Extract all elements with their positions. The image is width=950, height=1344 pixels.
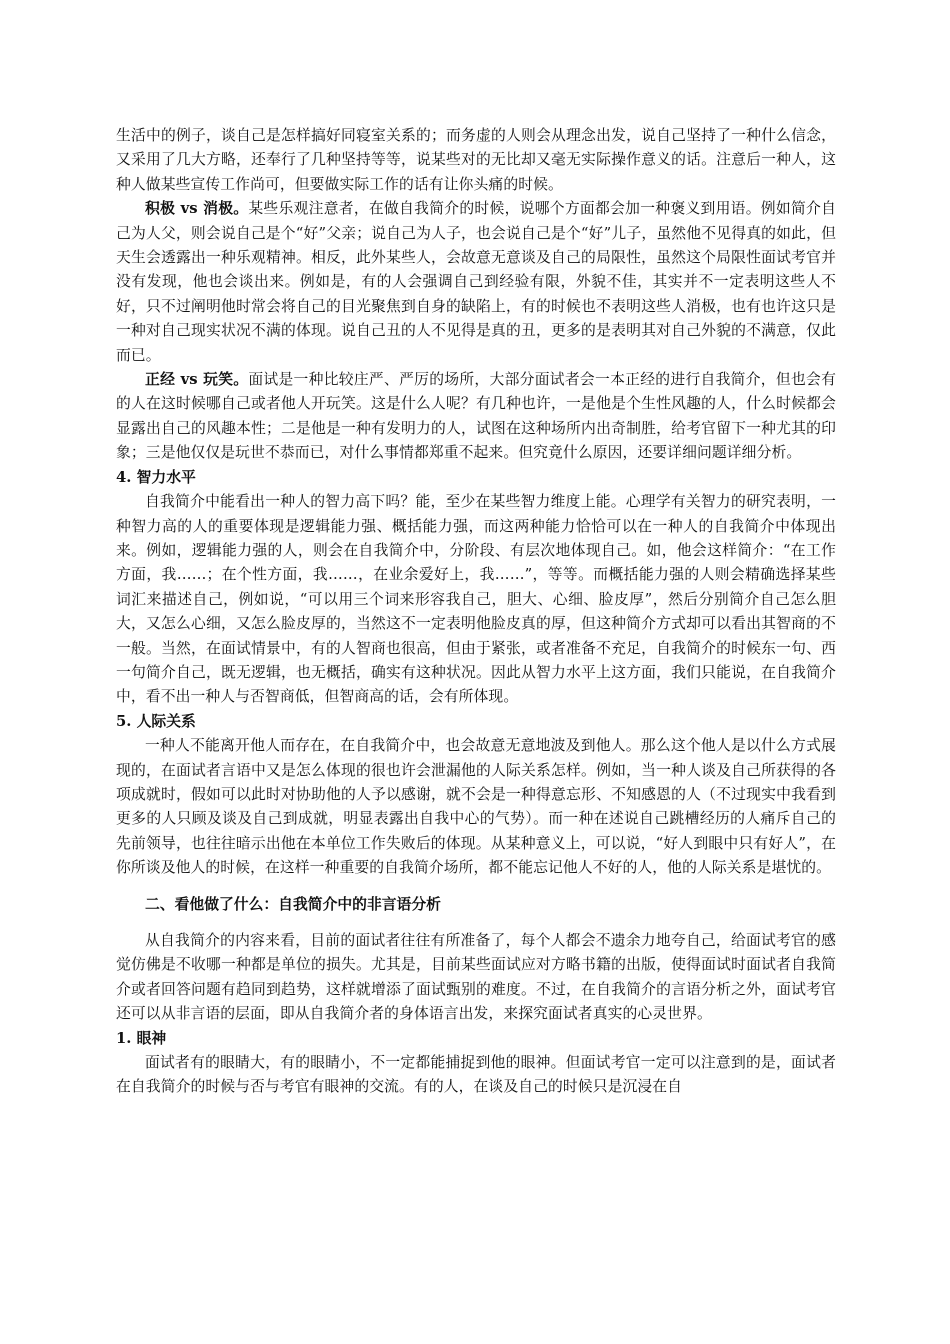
document-page (116, 124, 836, 1100)
paragraph-body-positive-negative: 某些乐观注意者，在做自我简介的时候，说哪个方面都会加一种褒义到用语。例如简介自己为人父，则会说自己是个“好”父亲；说自己为人子，也会说自己是个“好”儿子，虽然他不见得真的如此，但天生会透露出一种乐观精神。相反，此外某些人，会故意无意谈及自己的局限性，虽然这个局限性面试考官并没有发现，他也会谈出来。例如是，有的人会强调自己到经验有限，外貌不佳，其实并不一定表明这些人不好，只不过阐明他时常会将自己的目光聚焦到自身的缺陷上，有的时候也不表明这些人消极，也有也许这只是一种对自己现实状况不满的体现。说自己丑的人不见得是真的丑，更多的是表明其对自己外貌的不满意，仅此而已。 (116, 200, 836, 364)
paragraph-lead-serious-joking: 正经 vs 玩笑。 (145, 371, 249, 389)
paragraph-interpersonal-relations: 一种人不能离开他人而存在，在自我简介中，也会故意无意地波及到他人。那么这个他人是以什么方式展现的，在面试者言语中又是怎么体现的很也许会泄漏他的人际关系怎样。例如，当一种人谈及自己所获得的各项成就时，假如可以此时对协助他的人予以感谢，就不会是一种得意忘形、不知感恩的人（不过现实中我看到更多的人只顾及谈及自己到成就，明显表露出自我中心的气势）。而一种在述说自己跳槽经历的人痛斥自己的先前领导，也往往暗示出他在本单位工作失败后的体现。从某种意义上，可以说，“好人到眼中只有好人”，在你所谈及他人的时候，在这样一种重要的自我简介场所，都不能忘记他人不好的人，他的人际关系是堪忧的。 (116, 737, 836, 877)
paragraph-eye-contact: 面试者有的眼睛大，有的眼睛小，不一定都能捕捉到他的眼神。但面试考官一定可以注意到的是，面试者在自我简介的时候与否与考官有眼神的交流。有的人，在谈及自己的时候只是沉浸在自 (116, 1054, 836, 1096)
paragraph-lead-positive-negative: 积极 vs 消极。 (145, 200, 249, 218)
paragraph-practical-vs-abstract: 生活中的例子，谈自己是怎样搞好同寝室关系的；而务虚的人则会从理念出发，说自己坚持了一种什么信念，又采用了几大方略，还奉行了几种坚持等等，说某些对的无比却又毫无实际操作意义的话。注意后一种人，这种人做某些宣传工作尚可，但要做实际工作的话有让你头痛的时候。 (116, 127, 836, 193)
paragraph-serious-vs-joking (116, 368, 836, 466)
paragraph-nonverbal-intro: 从自我简介的内容来看，目前的面试者往往有所准备了，每个人都会不遗余力地夸自己，给面试考官的感觉仿佛是不收哪一种都是单位的损失。尤其是，目前某些面试应对方略书籍的出版，使得面试时面试者自我简介或者回答问题有趋同到趋势，这样就增添了面试甄别的难度。不过，在自我简介的言语分析之外，面试考官还可以从非言语的层面，即从自我简介者的身体语言出发，来探究面试者真实的心灵世界。 (116, 932, 836, 1023)
heading-intelligence-level: 4. 智力水平 (116, 468, 196, 486)
heading-interpersonal-relations: 5. 人际关系 (116, 712, 196, 730)
paragraph-body-serious-joking: 面试是一种比较庄严、严厉的场所，大部分面试者会一本正经的进行自我简介，但也会有的人在这时候哪自己或者他人开玩笑。这是什么人呢？有几种也许，一是他是个生性风趣的人，什么时候都会显露出自己的风趣本性；二是他是一种有发明力的人，试图在这种场所内出奇制胜，给考官留下一种尤其的印象；三是他仅仅是玩世不恭而已，对什么事情都郑重不起来。但究竟什么原因，还要详细问题详细分析。 (116, 371, 836, 462)
heading-eye-contact: 1. 眼神 (116, 1029, 167, 1047)
paragraph-intelligence-level: 自我简介中能看出一种人的智力高下吗？能，至少在某些智力维度上能。心理学有关智力的研究表明，一种智力高的人的重要体现是逻辑能力强、概括能力强，而这两种能力恰恰可以在一种人的自我简介中体现出来。例如，逻辑能力强的人，则会在自我简介中，分阶段、有层次地体现自己。如，他会这样简介：“在工作方面，我……；在个性方面，我……，在业余爱好上，我……”，等等。而概括能力强的人则会精确选择某些词汇来描述自己，例如说，“可以用三个词来形容我自己，胆大、心细、脸皮厚”，然后分别简介自己怎么胆大，又怎么心细，又怎么脸皮厚的，当然这不一定表明他脸皮真的厚，但这种简介方式却可以看出其智商的不一般。当然，在面试情景中，有的人智商也很高，但由于紧张，或者准备不充足，自我简介的时候东一句、西一句简介自己，既无逻辑，也无概括，确实有这种状况。因此从智力水平上这方面，我们只能说，在自我简介中，看不出一种人与否智商低，但智商高的话，会有所体现。 (116, 493, 836, 706)
section-heading-nonverbal-analysis: 二、看他做了什么：自我简介中的非言语分析 (145, 895, 441, 913)
paragraph-positive-vs-negative (116, 197, 836, 368)
